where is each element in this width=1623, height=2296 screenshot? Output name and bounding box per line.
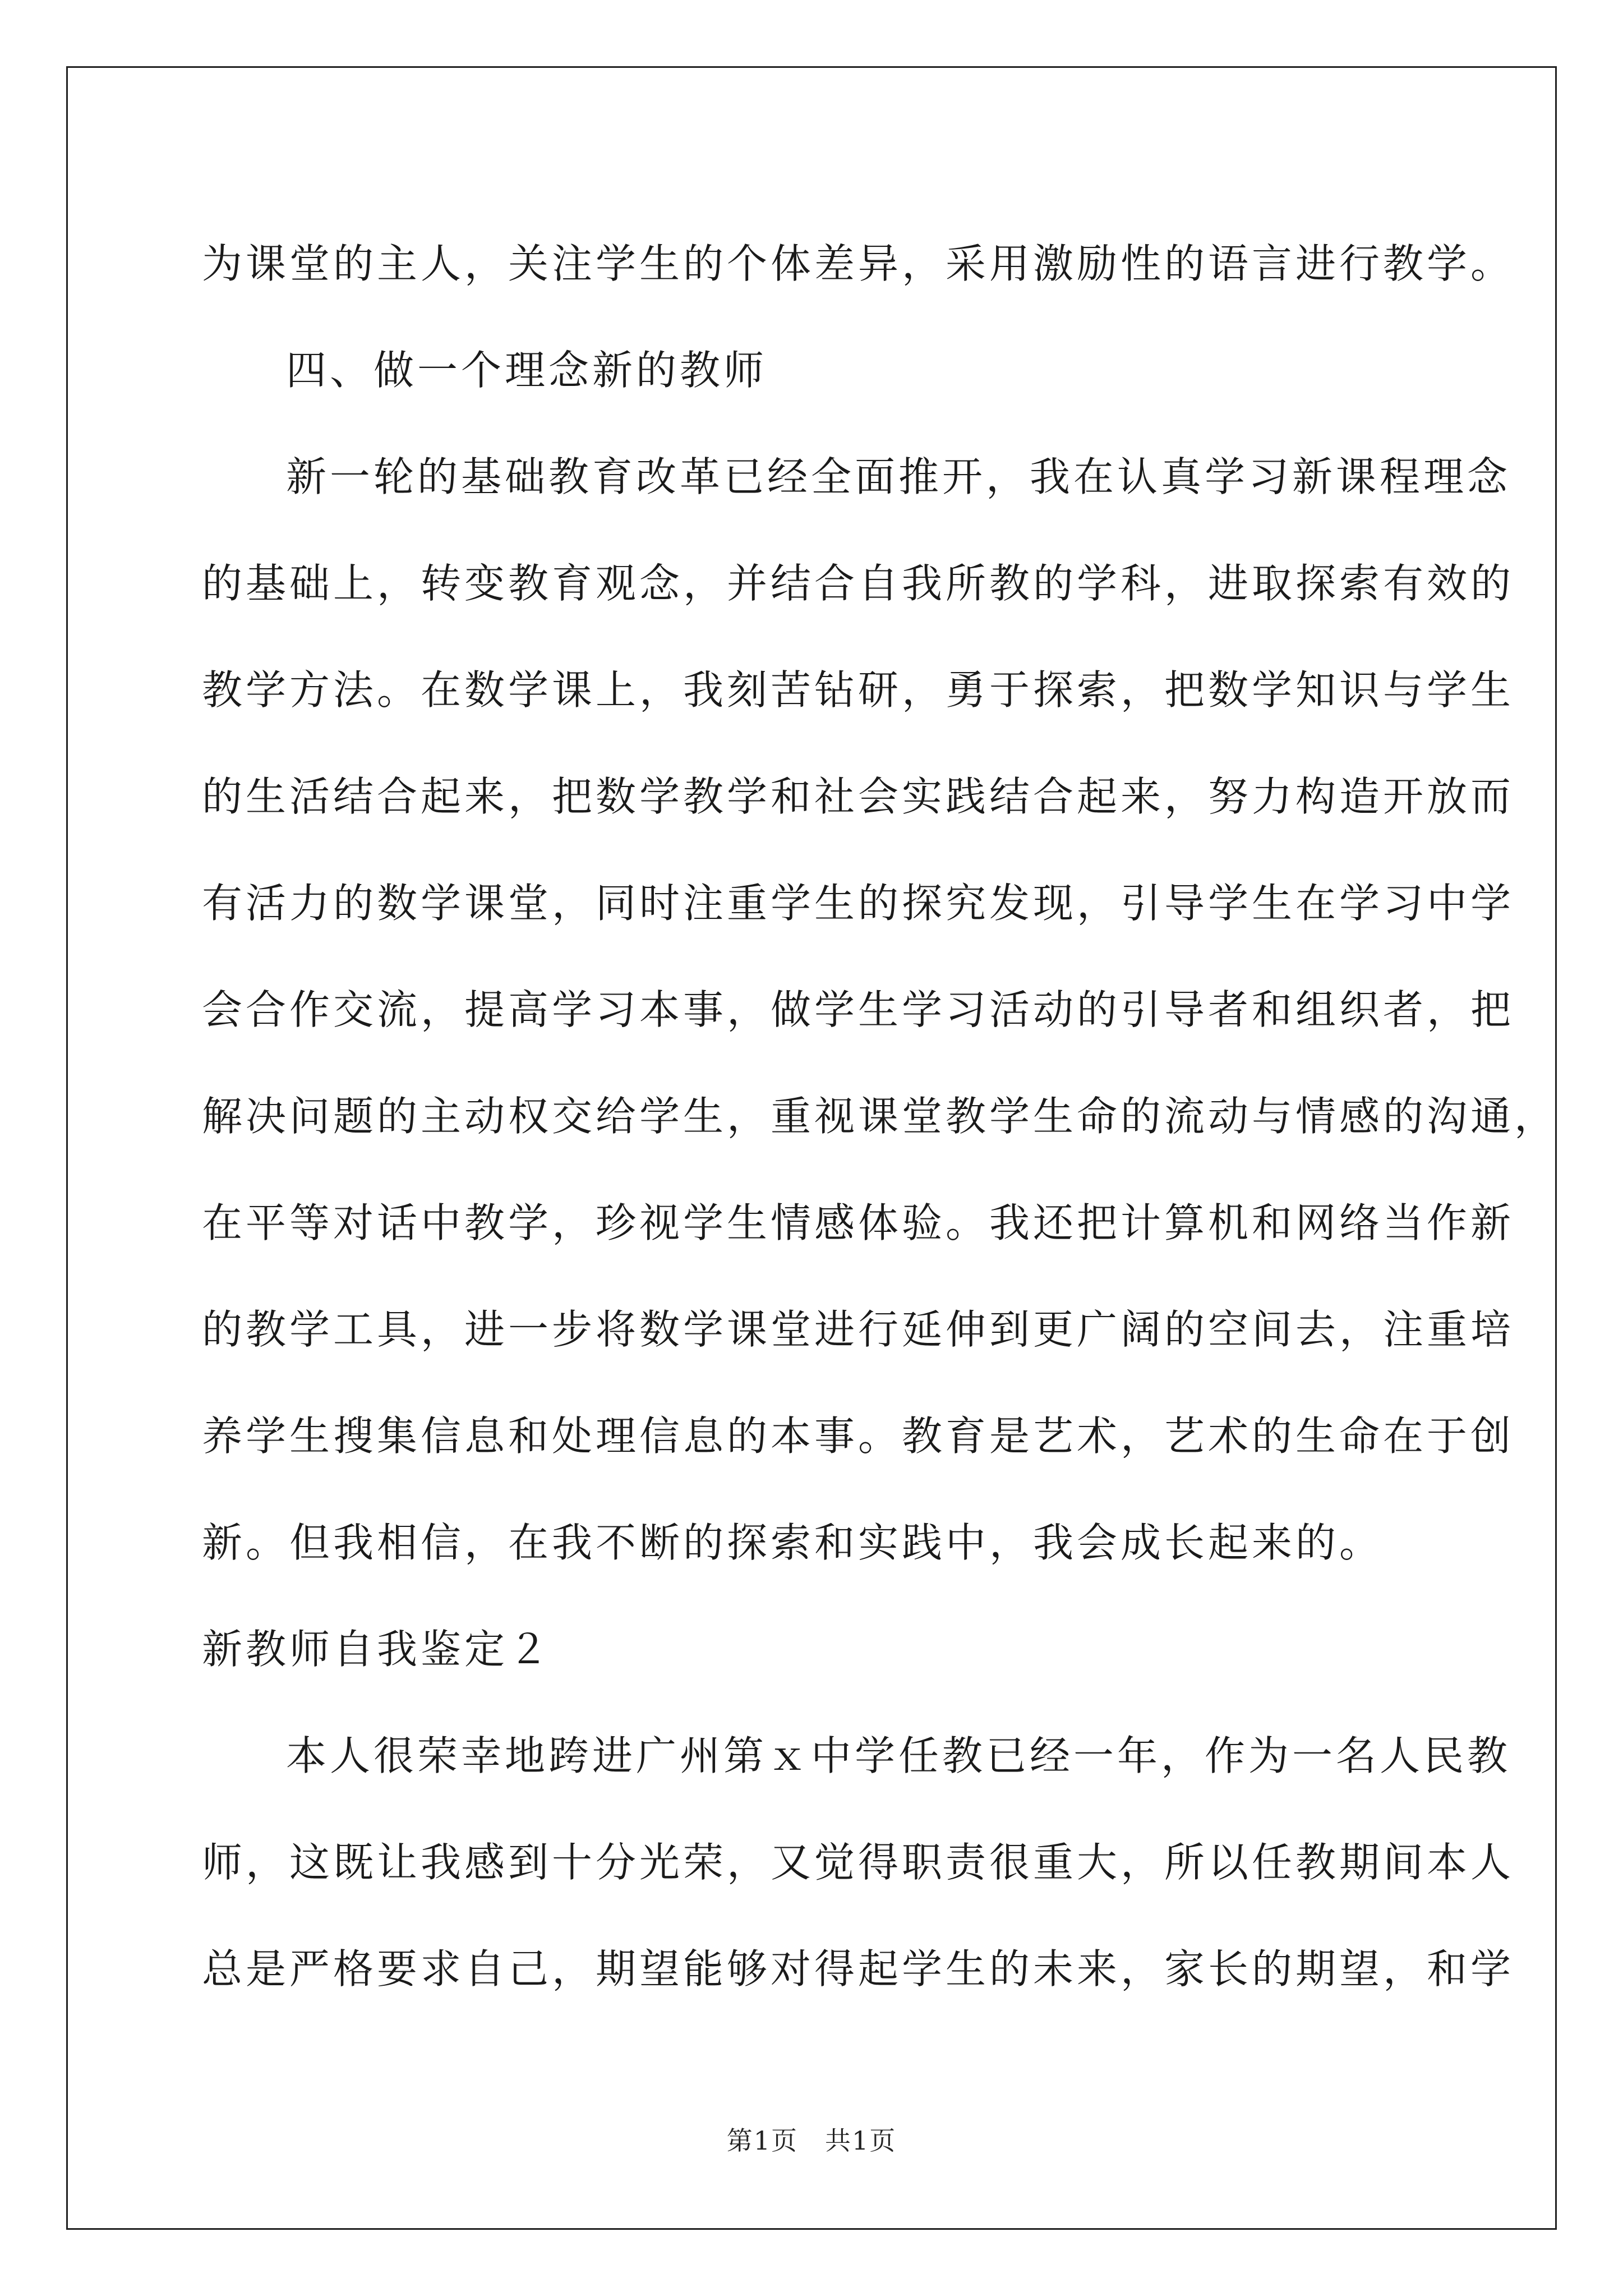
text-line-16: 师，这既让我感到十分光荣，又觉得职责很重大，所以任教期间本人 bbox=[202, 1839, 1515, 1886]
text-line-10: 在平等对话中教学，珍视学生情感体验。我还把计算机和网络当作新 bbox=[202, 1199, 1515, 1246]
text-line-8: 会合作交流，提高学习本事，做学生学习活动的引导者和组织者，把 bbox=[202, 986, 1515, 1033]
text-line-17: 总是严格要求自己，期望能够对得起学生的未来，家长的期望，和学 bbox=[202, 1945, 1515, 1993]
page-number-footer: 第1页 共1页 bbox=[726, 2125, 897, 2156]
document-body bbox=[202, 210, 1559, 2022]
text-line-15: 本人很荣幸地跨进广州第ｘ中学任教已经一年，作为一名人民教 bbox=[286, 1732, 1511, 1779]
document-title: 新教师自我鉴定２ bbox=[202, 1626, 552, 1673]
text-line-5: 教学方法。在数学课上，我刻苦钻研，勇于探索，把数学知识与学生 bbox=[202, 666, 1515, 714]
text-line-13: 新。但我相信，在我不断的探索和实践中，我会成长起来的。 bbox=[202, 1519, 1384, 1566]
section-heading: 四、做一个理念新的教师 bbox=[286, 347, 768, 394]
text-line-11: 的教学工具，进一步将数学课堂进行延伸到更广阔的空间去，注重培 bbox=[202, 1306, 1515, 1353]
text-line-1: 为课堂的主人，关注学生的个体差异，采用激励性的语言进行教学。 bbox=[202, 240, 1515, 287]
text-line-7: 有活力的数学课堂，同时注重学生的探究发现，引导学生在学习中学 bbox=[202, 880, 1515, 927]
text-line-12: 养学生搜集信息和处理信息的本事。教育是艺术，艺术的生命在于创 bbox=[202, 1412, 1515, 1460]
text-line-3: 新一轮的基础教育改革已经全面推开，我在认真学习新课程理念 bbox=[286, 453, 1511, 500]
text-line-6: 的生活结合起来，把数学教学和社会实践结合起来，努力构造开放而 bbox=[202, 773, 1515, 820]
text-line-4: 的基础上，转变教育观念，并结合自我所教的学科，进取探索有效的 bbox=[202, 560, 1515, 607]
text-line-9: 解决问题的主动权交给学生，重视课堂教学生命的流动与情感的沟通， bbox=[202, 1093, 1559, 1140]
